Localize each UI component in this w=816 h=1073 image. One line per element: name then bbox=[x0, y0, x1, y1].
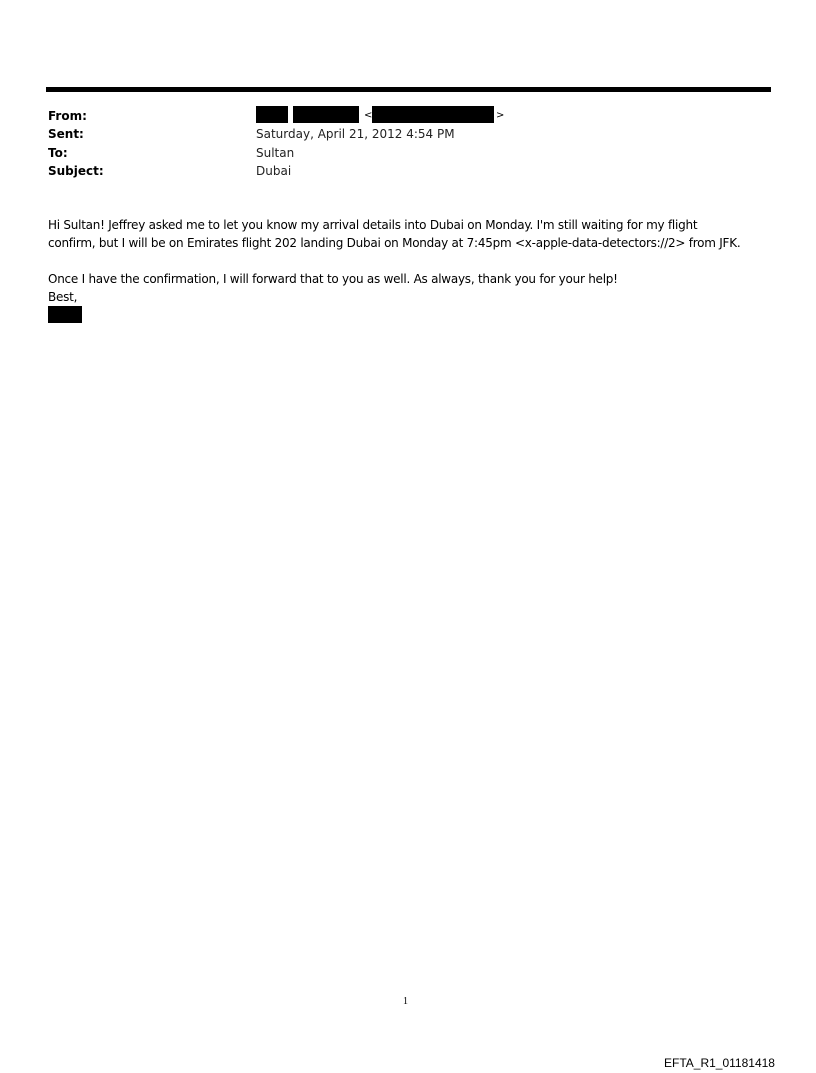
subject-label: Subject: bbox=[48, 164, 104, 178]
subject-value: Dubai bbox=[256, 164, 292, 178]
to-value: Sultan bbox=[256, 146, 295, 160]
from-label: From: bbox=[48, 109, 87, 123]
page-number: 1 bbox=[403, 996, 408, 1007]
sent-value: Saturday, April 21, 2012 4:54 PM bbox=[256, 127, 455, 141]
to-label: To: bbox=[48, 146, 68, 160]
header-divider bbox=[46, 87, 771, 92]
redacted-sender-last-name bbox=[293, 106, 359, 123]
redacted-sender-first-name bbox=[256, 106, 288, 123]
bates-number: EFTA_R1_01181418 bbox=[664, 1056, 775, 1070]
body-line-3: Once I have the confirmation, I will forward that to you as well. As always, thank you for your help! bbox=[48, 272, 618, 286]
body-line-2: confirm, but I will be on Emirates flight 202 landing Dubai on Monday at 7:45pm <x-apple-data-detectors://2> from JFK. bbox=[48, 236, 741, 250]
body-signoff: Best, bbox=[48, 290, 78, 304]
email-close-bracket: > bbox=[496, 110, 505, 121]
email-open-bracket: < bbox=[364, 110, 373, 121]
body-line-1: Hi Sultan! Jeffrey asked me to let you know my arrival details into Dubai on Monday. I'm still waiting for my flight bbox=[48, 218, 698, 232]
sent-label: Sent: bbox=[48, 127, 84, 141]
redacted-sender-email bbox=[372, 106, 494, 123]
redacted-signature bbox=[48, 306, 82, 323]
